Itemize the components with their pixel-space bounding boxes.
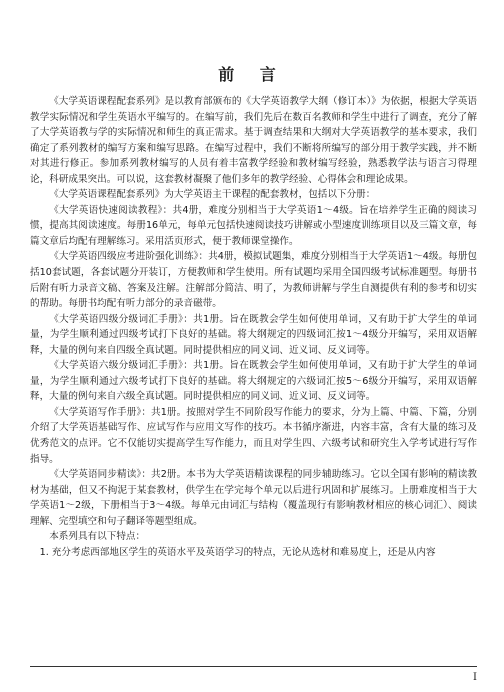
paragraph-intro: 《大学英语课程配套系列》是以教育部颁布的《大学英语教学大纲（修订本）》为依据，根据大学英语教学实际情况和学生英语水平编写的。在编写前，我们先后在数百名教师和学生中进行了调查，充分了解了大学英语教与学的实际情况和师生的真正需求。基于调查结果和大纲对大学英语教学的基本要求，我们确定了系列教材的编写方案和编写思路。在编写过程中，我们不断将所编写的部分用于教学实践，并不断对其进行修正。参加系列教材编写的人员有着丰富教学经验和教材编写经验，熟悉教学法与语言习得理论，科研成果突出。可以说，这套教材凝聚了他们多年的教学经验、心得体会和理论成果。: [30, 96, 477, 185]
feature-item-1: 1. 充分考虑西部地区学生的英语水平及英语学习的特点，无论从选材和难易度上，还是从内容: [39, 546, 436, 558]
document-body: [30, 94, 477, 560]
footer-rule: [30, 666, 477, 667]
page-number: I: [473, 672, 477, 683]
page-title: 前 言: [218, 65, 286, 84]
paragraph-fast-reading: 《大学英语快速阅读教程》：共4册，难度分别相当于大学英语1～4级。旨在培养学生正确的阅读习惯，提高其阅读速度。每册16单元，每单元包括快速阅读技巧讲解或小型速度训练项目以及三篇文章，每篇文章后均配有理解练习。采用活页形式，便于教师课堂操作。: [30, 204, 477, 247]
paragraph-writing: 《大学英语写作手册》：共1册。按照对学生不同阶段写作能力的要求，分为上篇、中篇、下篇，分别介绍了大学英语基础写作、应试写作与应用文写作的技巧。本书循序渐进，内容丰富，含有大量的练习及优秀范文的点评。它不仅能切实提高学生写作能力，而且对学生四、六级考试和研究生入学考试进行写作指导。: [30, 406, 477, 465]
paragraph-cet6-vocab: 《大学英语六级分级词汇手册》：共1册。旨在既教会学生如何使用单词，又有助于扩大学生的单词量，为学生顺利通过六级考试打下良好的基础。将大纲规定的六级词汇按5～6级分开编写，采用双语解释，大量的例句来自六级全真试题。同时提供相应的同义词、近义词、反义词等。: [30, 360, 477, 403]
paragraph-intensive-reading: 《大学英语同步精读》：共2册。本书为大学英语精读课程的同步辅助练习。它以全国有影响的精读教材为基础，但又不拘泥于某套教材，供学生在学完每个单元以后进行巩固和扩展练习。上册难度相当于大学英语1～2级，下册相当于3～4级。每单元由词汇与结构（覆盖现行有影响教材相应的核心词汇）、阅读理解、完型填空和句子翻译等题型组成。: [30, 469, 477, 527]
paragraph-series-list: 《大学英语课程配套系列》为大学英语主干课程的配套教材，包括以下分册：: [49, 189, 376, 201]
paragraph-cet4-vocab: 《大学英语四级分级词汇手册》：共1册。旨在既教会学生如何使用单词，又有助于扩大学生的单词量，为学生顺利通过四级考试打下良好的基础。将大纲规定的四级词汇按1～4级分开编写，采用双语解释，大量的例句来自四级全真试题。同时提供相应的同义词、近义词、反义词等。: [30, 313, 477, 356]
features-heading: 本系列具有以下特点：: [49, 531, 146, 543]
paragraph-cet4-training: 《大学英语四级应考进阶强化训练》：共4册，模拟试题集，难度分别相当于大学英语1～4级。每册包括10套试题，各套试题分开装订，方便教师和学生使用。所有试题均采用全国四级考试标准题型。每册书后附有听力录音文稿、答案及注解。注解部分简洁、明了，为教师讲解与学生自测提供有利的参考和切实的帮助。每册书均配有听力部分的录音磁带。: [30, 251, 477, 310]
